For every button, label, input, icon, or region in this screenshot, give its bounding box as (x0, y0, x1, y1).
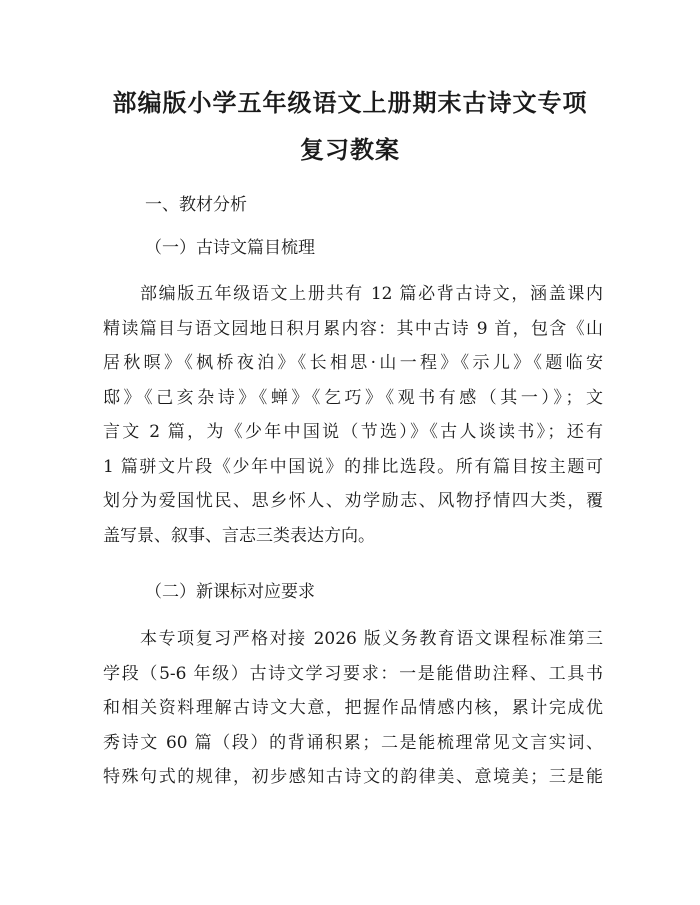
paragraph-line: 秀诗文 60 篇（段）的背诵积累；二是能梳理常见文言实词、 (103, 732, 603, 753)
paragraph-line: 本专项复习严格对接 2026 版义务教育语文课程标准第三 (140, 629, 603, 649)
paragraph-line: 学段（5-6 年级）古诗文学习要求：一是能借助注释、工具书 (103, 663, 603, 684)
paragraph-line: 言文 2 篇，为《少年中国说（节选）》《古人谈读书》；还有 (103, 422, 603, 442)
section-heading-textbook-analysis: 一、教材分析 (145, 195, 247, 215)
paragraph-line: 部编版五年级语文上册共有 12 篇必背古诗文，涵盖课内 (140, 284, 603, 304)
paragraph-line: 居秋暝》《枫桥夜泊》《长相思·山一程》《示儿》《题临安 (103, 353, 603, 373)
document-title-line-2: 复习教案 (300, 136, 400, 164)
paragraph-line: 盖写景、叙事、言志三类表达方向。 (103, 525, 375, 546)
paragraph-curriculum-requirements (103, 622, 603, 795)
document-title-line-1: 部编版小学五年级语文上册期末古诗文专项 (112, 89, 588, 117)
paragraph-line: 划分为爱国忧民、思乡怀人、劝学励志、风物抒情四大类，覆 (103, 491, 603, 511)
subsection-heading-poem-list: （一）古诗文篇目梳理 (145, 238, 315, 258)
paragraph-line: 精读篇目与语文园地日积月累内容：其中古诗 9 首，包含《山 (103, 318, 603, 339)
paragraph-line: 和相关资料理解古诗文大意，把握作品情感内核，累计完成优 (103, 698, 603, 718)
paragraph-line: 特殊句式的规律，初步感知古诗文的韵律美、意境美；三是能 (103, 767, 603, 787)
paragraph-poem-list (103, 277, 603, 553)
subsection-heading-curriculum-requirements: （二）新课标对应要求 (145, 582, 315, 602)
paragraph-line: 1 篇骈文片段《少年中国说》的排比选段。所有篇目按主题可 (103, 456, 603, 477)
paragraph-line: 邸》《己亥杂诗》《蝉》《乞巧》《观书有感（其一）》；文 (103, 387, 603, 408)
